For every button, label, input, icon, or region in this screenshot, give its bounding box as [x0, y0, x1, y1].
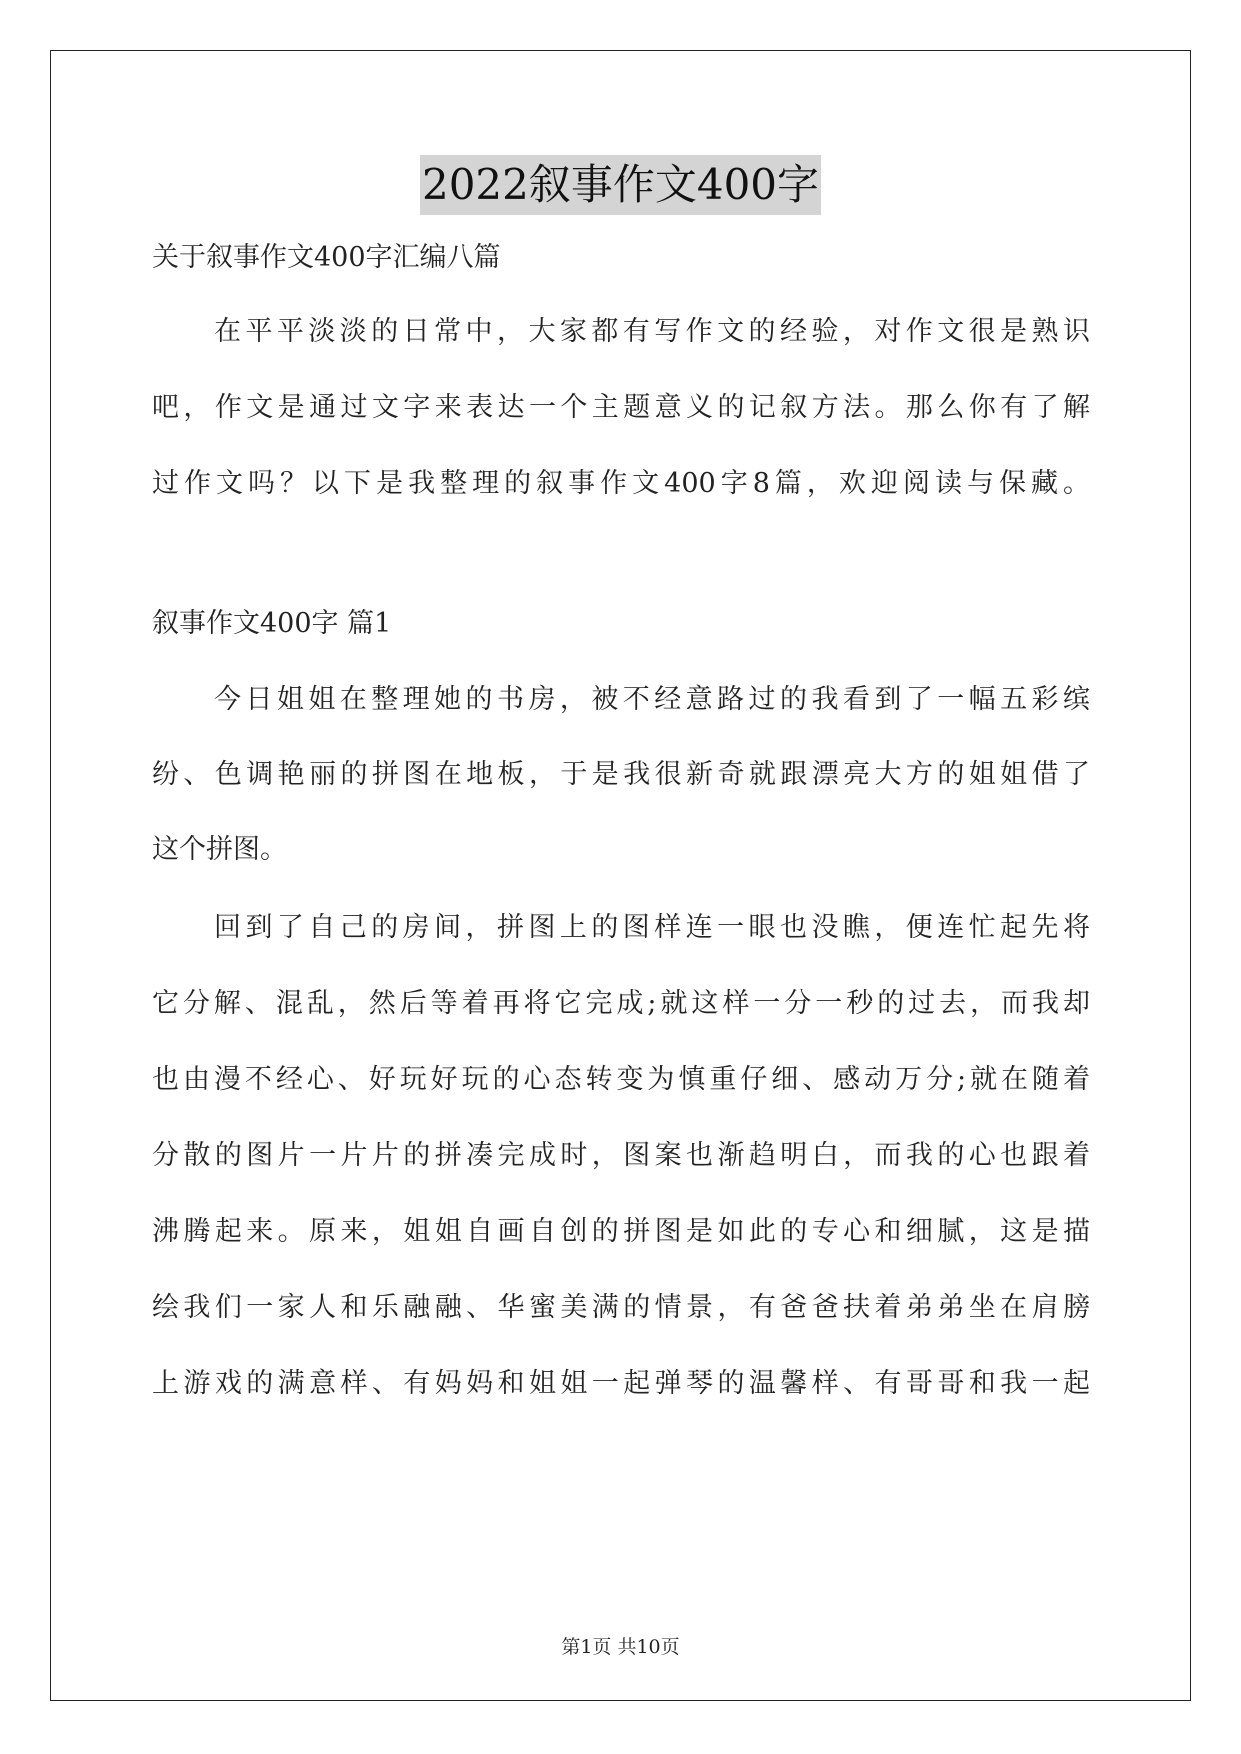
- paragraph-line: 它分解、混乱，然后等着再将它完成;就这样一分一秒的过去，而我却: [152, 988, 1090, 1019]
- document-title: 2022叙事作文400字: [420, 155, 821, 215]
- intro-line: 过作文吗？以下是我整理的叙事作文400字8篇，欢迎阅读与保藏。: [152, 468, 1090, 499]
- paragraph-line: 沸腾起来。原来，姐姐自画自创的拼图是如此的专心和细腻，这是描: [152, 1216, 1090, 1247]
- document-subtitle: 关于叙事作文400字汇编八篇: [152, 242, 501, 273]
- paragraph-line: 上游戏的满意样、有妈妈和姐姐一起弹琴的温馨样、有哥哥和我一起: [152, 1368, 1090, 1399]
- paragraph-line: 纷、色调艳丽的拼图在地板，于是我很新奇就跟漂亮大方的姐姐借了: [152, 759, 1090, 790]
- paragraph-line: 分散的图片一片片的拼凑完成时，图案也渐趋明白，而我的心也跟着: [152, 1140, 1090, 1171]
- paragraph-line: 绘我们一家人和乐融融、华蜜美满的情景，有爸爸扶着弟弟坐在肩膀: [152, 1292, 1090, 1323]
- section-heading: 叙事作文400字 篇1: [152, 608, 392, 639]
- paragraph-line: 也由漫不经心、好玩好玩的心态转变为慎重仔细、感动万分;就在随着: [152, 1064, 1090, 1095]
- paragraph-line: 这个拼图。: [152, 834, 287, 865]
- page-frame: [50, 50, 1191, 1701]
- title-container: [0, 155, 1241, 215]
- paragraph-line: 回到了自己的房间，拼图上的图样连一眼也没瞧，便连忙起先将: [214, 912, 1090, 943]
- intro-line: 吧，作文是通过文字来表达一个主题意义的记叙方法。那么你有了解: [152, 392, 1090, 423]
- intro-line: 在平平淡淡的日常中，大家都有写作文的经验，对作文很是熟识: [214, 316, 1090, 347]
- paragraph-line: 今日姐姐在整理她的书房，被不经意路过的我看到了一幅五彩缤: [214, 684, 1090, 715]
- page-number: 第1页 共10页: [561, 1636, 680, 1658]
